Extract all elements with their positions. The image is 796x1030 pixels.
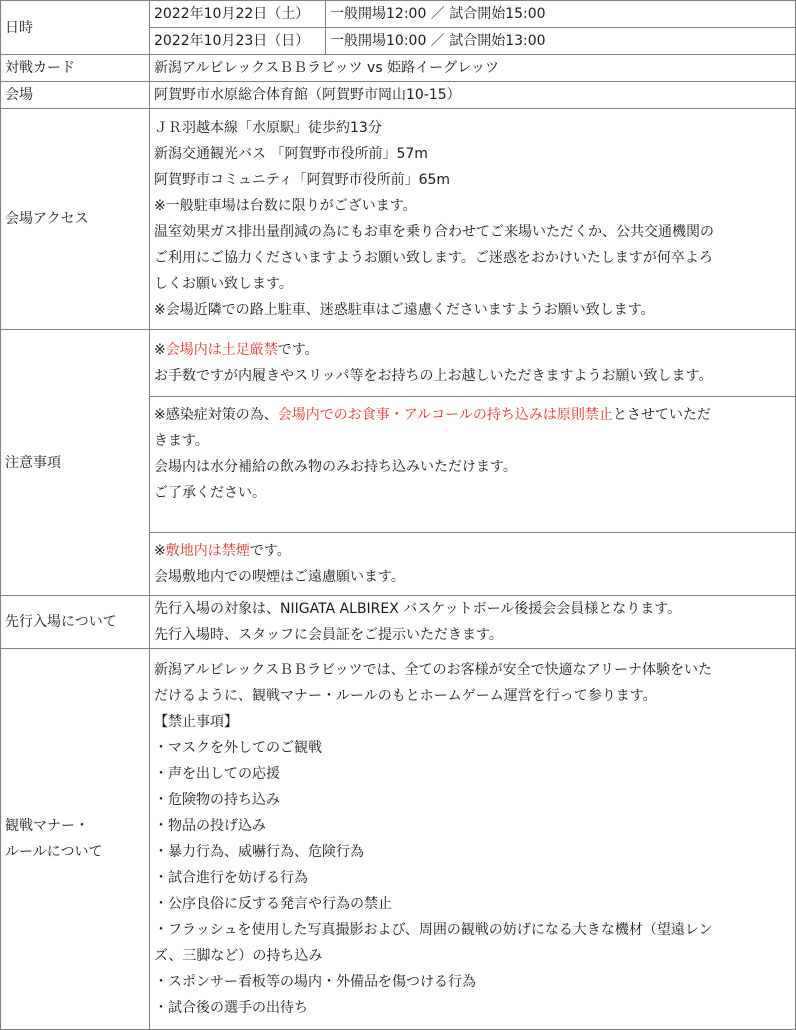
early-entry-label: 先行入場について	[1, 596, 150, 649]
notes-smoking-warning: 敷地内は禁煙	[165, 543, 250, 559]
access-line-carpool-1: 温室効果ガス排出量削減の為にもお車を乗り合わせてご来場いただくか、公共交通機関の	[154, 224, 714, 240]
date-day1: 2022年10月22日（土）	[150, 1, 326, 28]
manners-item: ・危険物の持ち込み	[154, 792, 280, 808]
access-label: 会場アクセス	[1, 109, 150, 330]
notes-block-smoking	[150, 533, 796, 596]
notes-food-suffix: とさせていただ	[612, 407, 711, 423]
manners-item: ・マスクを外してのご観戦	[154, 740, 322, 756]
manners-item: ・物品の投げ込み	[154, 818, 266, 834]
notes-smoking-suffix: です。	[249, 543, 291, 559]
notes-shoes-line1	[154, 337, 791, 363]
access-line-community-bus: 阿賀野市コミュニティ「阿賀野市役所前」65m	[154, 172, 451, 188]
notes-shoes-line2: お手数ですが内履きやスリッパ等をお持ちの上お越しいただきますようお願い致します。	[154, 368, 713, 384]
matchup-row	[1, 55, 796, 82]
manners-item: ・試合後の選手の出待ち	[154, 1000, 308, 1016]
notes-block-shoes	[150, 330, 796, 397]
notes-food-warning: 会場内でのお食事・アルコールの持ち込みは原則禁止	[277, 407, 613, 423]
manners-item: ・声を出しての応援	[154, 766, 280, 782]
notes-shoes-prefix: ※	[154, 342, 166, 358]
notes-shoes-suffix: です。	[277, 342, 319, 358]
venue-value: 阿賀野市水原総合体育館（阿賀野市岡山10-15）	[150, 82, 796, 109]
early-entry-content	[150, 596, 796, 649]
notes-label: 注意事項	[1, 330, 150, 596]
early-entry-line1: 先行入場の対象は、NIIGATA ALBIREX バスケットボール後援会会員様となります。	[154, 601, 682, 617]
access-content	[150, 109, 796, 330]
venue-row	[1, 82, 796, 109]
notes-food-line4: ご了承ください。	[154, 485, 266, 501]
manners-item: ズ、三脚など）の持ち込み	[154, 948, 323, 964]
notes-row-1	[1, 330, 796, 397]
manners-label-line2: ルールについて	[5, 844, 103, 860]
manners-heading: 【禁止事項】	[154, 714, 238, 730]
access-row	[1, 109, 796, 330]
notes-block-food	[150, 397, 796, 533]
notes-shoes-warning: 会場内は土足厳禁	[165, 342, 278, 358]
time-day1: 一般開場12:00 ／ 試合開始15:00	[326, 1, 796, 28]
manners-row	[1, 649, 796, 1030]
access-line-carpool-3: しくお願い致します。	[154, 276, 293, 292]
notes-food-line1	[154, 402, 791, 428]
manners-item: ・試合進行を妨げる行為	[154, 870, 308, 886]
manners-label-line1: 観戦マナー・	[5, 818, 89, 834]
matchup-label: 対戦カード	[1, 55, 150, 82]
access-line-bus: 新潟交通観光バス 「阿賀野市役所前」57m	[154, 146, 428, 162]
notes-food-prefix: ※感染症対策の為、	[154, 407, 278, 423]
manners-item: ・公序良俗に反する発言や行為の禁止	[154, 896, 392, 912]
notes-food-line3: 会場内は水分補給の飲み物のみお持ち込みいただけます。	[154, 459, 517, 475]
access-line-train: ＪＲ羽越本線「水原駅」徒歩約13分	[154, 120, 382, 136]
manners-intro-2: だけるように、観戦マナー・ルールのもとホームゲーム運営を行って参ります。	[154, 688, 657, 704]
notes-smoking-line2: 会場敷地内での喫煙はご遠慮願います。	[154, 569, 405, 585]
access-line-no-street-parking: ※会場近隣での路上駐車、迷惑駐車はご遠慮くださいますようお願い致します。	[154, 302, 655, 318]
datetime-row-1	[1, 1, 796, 28]
time-day2: 一般開場10:00 ／ 試合開始13:00	[326, 28, 796, 55]
early-entry-row	[1, 596, 796, 649]
notes-smoking-prefix: ※	[154, 543, 166, 559]
matchup-value: 新潟アルビレックスＢＢラビッツ vs 姫路イーグレッツ	[150, 55, 796, 82]
manners-item: ・フラッシュを使用した写真撮影および、周囲の観戦の妨げになる大きな機材（望遠レン	[154, 922, 713, 938]
venue-label: 会場	[1, 82, 150, 109]
manners-item: ・暴力行為、威嚇行為、危険行為	[154, 844, 364, 860]
date-day2: 2022年10月23日（日）	[150, 28, 326, 55]
access-line-parking: ※一般駐車場は台数に限りがございます。	[154, 198, 417, 214]
notes-food-line2: きます。	[154, 433, 209, 449]
manners-item: ・スポンサー看板等の場内・外備品を傷つける行為	[154, 974, 476, 990]
datetime-label: 日時	[1, 1, 150, 55]
notes-smoking-line1	[154, 538, 791, 564]
access-line-carpool-2: ご利用にご協力くださいますようお願い致します。ご迷惑をおかけいたしますが何卒よろ	[154, 250, 713, 266]
manners-intro-1: 新潟アルビレックスＢＢラビッツでは、全てのお客様が安全で快適なアリーナ体験をいた	[154, 662, 713, 678]
manners-label	[1, 649, 150, 1030]
manners-content	[150, 649, 796, 1030]
early-entry-line2: 先行入場時、スタッフに会員証をご提示いただきます。	[154, 627, 503, 643]
